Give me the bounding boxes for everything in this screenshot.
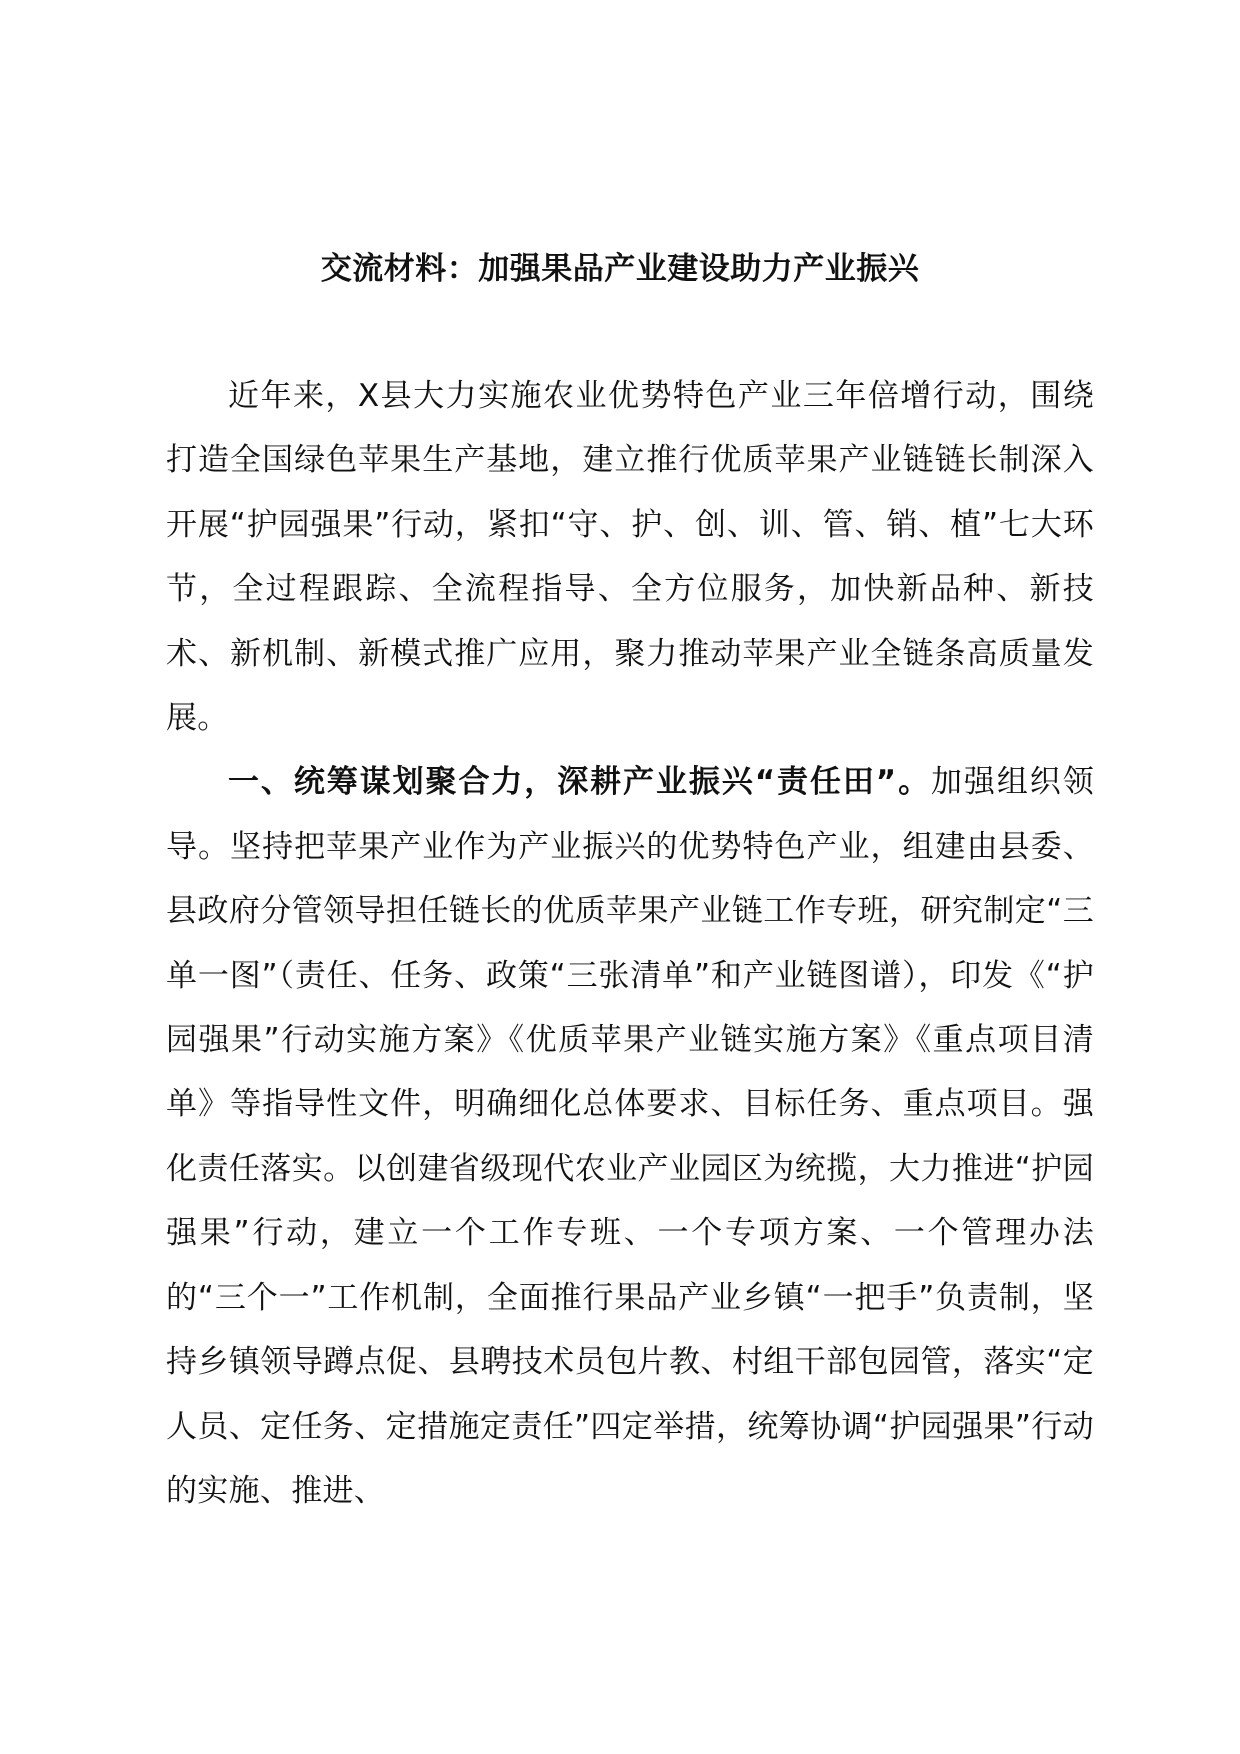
section-one-text: 加强组织领导。坚持把苹果产业作为产业振兴的优势特色产业，组建由县委、县政府分管领导担任链长的优质苹果产业链工作专班，研究制定“三单一图”（责任、任务、政策“三张清单”和产业链图谱），印发《“护园强果”行动实施方案》《优质苹果产业链实施方案》《重点项目清单》等指导性文件，明确细化总体要求、目标任务、重点项目。强化责任落实。以创建省级现代农业产业园区为统揽，大力推进“护园强果”行动，建立一个工作专班、一个专项方案、一个管理办法的“三个一”工作机制，全面推行果品产业乡镇“一把手”负责制，坚持乡镇领导蹲点促、县聘技术员包片教、村组干部包园管，落实“定人员、定任务、定措施定责任”四定举措，统筹协调“护园强果”行动的实施、推进、 — [166, 764, 1094, 1509]
section-one-paragraph — [166, 750, 1094, 1523]
section-one-heading: 一、统筹谋划聚合力，深耕产业振兴“责任田”。 — [228, 764, 932, 801]
intro-paragraph: 近年来，X县大力实施农业优势特色产业三年倍增行动，围绕打造全国绿色苹果生产基地，建立推行优质苹果产业链链长制深入开展“护园强果”行动，紧扣“守、护、创、训、管、销、植”七大环节，全过程跟踪、全流程指导、全方位服务，加快新品种、新技术、新机制、新模式推广应用，聚力推动苹果产业全链条高质量发展。 — [166, 378, 1094, 737]
document-title: 交流材料：加强果品产业建设助力产业振兴 — [320, 251, 920, 287]
document-body — [166, 364, 1094, 1523]
